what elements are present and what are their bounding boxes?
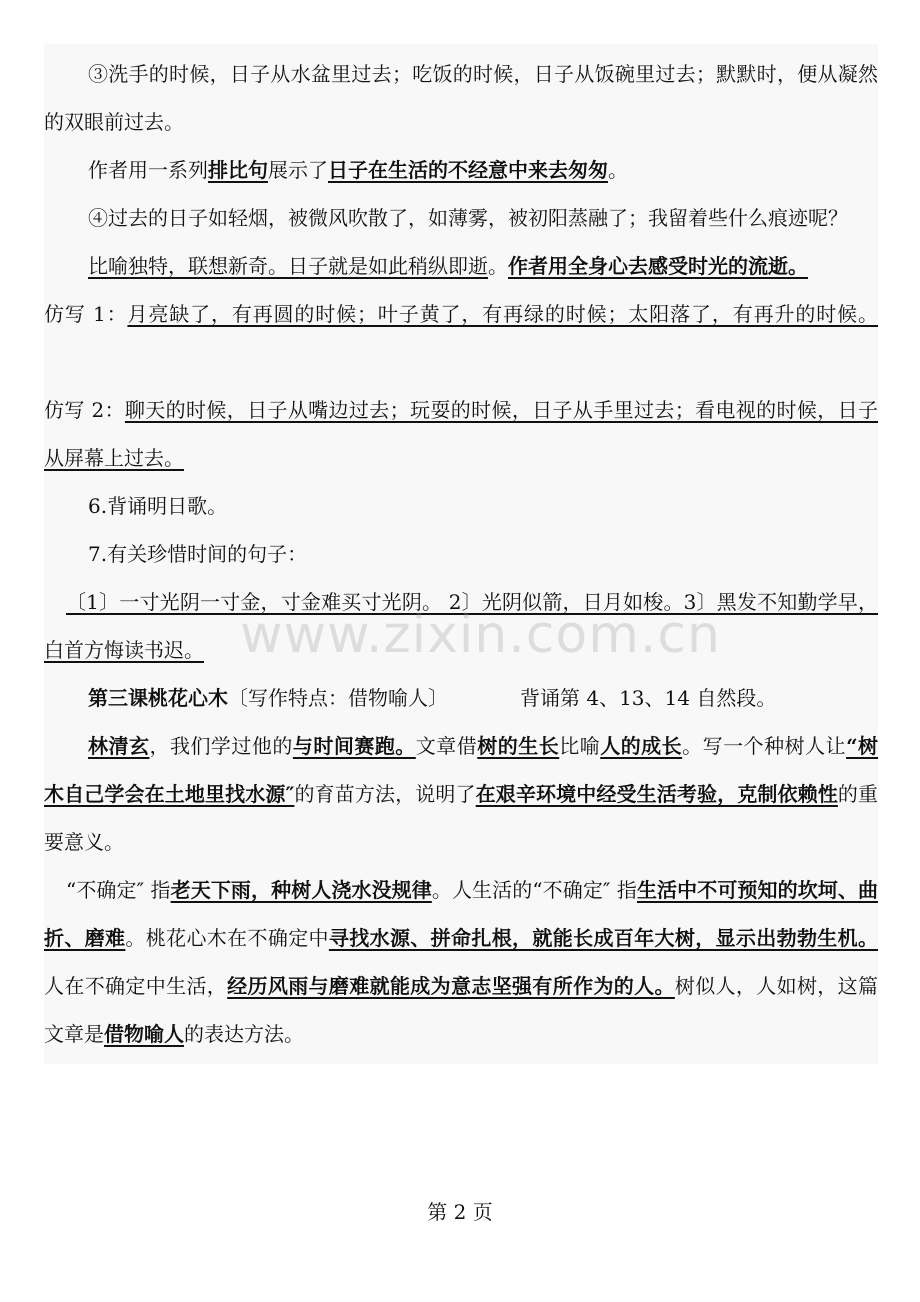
parallel-sentence-text: ③洗手的时候，日子从水盆里过去；吃饭的时候，日子从饭碗里过去；默默时，便从凝然的双眼前过去。 xyxy=(44,62,878,134)
answer-underlined: 寻找水源、拼命扎根，就能长成百年大树，显示出勃勃生机。 xyxy=(328,926,879,950)
analysis-text: 。人生活的“不确定″ 指 xyxy=(431,878,637,902)
summary-text: 比喻 xyxy=(559,734,601,758)
imitation-answer: 月亮缺了，有再圆的时候；叶子黄了，有再绿的时候；太阳落了，有再升的时候。 xyxy=(127,302,878,326)
metaphor-sentence-text: ④过去的日子如轻烟，被微风吹散了，如薄雾，被初阳蒸融了；我留着些什么痕迹呢？ xyxy=(88,206,848,230)
answer-underlined: 老天下雨，种树人浇水没规律 xyxy=(170,878,432,902)
watermark: www.zixin.com.cn xyxy=(240,605,721,665)
answer-underlined: 经历风雨与磨难就能成为意志坚强有所作为的人。 xyxy=(227,974,675,998)
paragraph-recite-item xyxy=(44,482,878,530)
analysis-text: 。桃花心木在不确定中 xyxy=(125,926,329,950)
answer-underlined: 作者用全身心去感受时光的流逝。 xyxy=(508,254,808,278)
paragraph-uncertainty-analysis xyxy=(44,866,878,1058)
lesson-title: 第三课桃花心木 xyxy=(88,686,228,710)
imitation-label: 仿写 1： xyxy=(44,302,128,326)
paragraph-metaphor-sentence xyxy=(44,194,878,242)
answer-underlined: 与时间赛跑。 xyxy=(292,734,416,758)
analysis-text: 人在不确定中生活， xyxy=(44,974,228,998)
paragraph-imitation-1 xyxy=(44,290,878,386)
paragraph-imitation-2 xyxy=(44,386,878,482)
quotes-answer: 〔1〕一寸光阴一寸金，寸金难买寸光阴。 2〕光阴似箭，日月如梭。3〕黑发不知勤学早，白首方悔读书迟。 xyxy=(44,590,878,662)
summary-text: 。写一个种树人让 xyxy=(682,734,847,758)
analysis-text: 作者用一系列 xyxy=(88,158,208,182)
answer-underlined: 日子在生活的不经意中来去匆匆 xyxy=(328,158,608,182)
page-number: 第 2 页 xyxy=(427,1200,493,1224)
answer-underlined: 在艰辛环境中经受生活考验，克制依赖性 xyxy=(475,782,838,806)
answer-underlined: 借物喻人 xyxy=(104,1022,184,1046)
answer-underlined: 排比句 xyxy=(208,158,268,182)
analysis-text: 树似人，人如树，这篇文章是 xyxy=(44,974,879,1046)
analysis-text: 。 xyxy=(608,158,628,182)
analysis-text: 展示了 xyxy=(268,158,328,182)
paragraph-parallel-sentence xyxy=(44,50,878,146)
paragraph-time-quotes xyxy=(44,578,878,674)
document-body xyxy=(44,44,878,1064)
analysis-text: 。 xyxy=(488,254,508,278)
paragraph-parallel-analysis xyxy=(44,146,878,194)
summary-text: 的重要意义。 xyxy=(44,782,879,854)
summary-text: 的育苗方法，说明了 xyxy=(294,782,476,806)
paragraph-lesson-three-heading xyxy=(44,674,878,722)
quotes-heading-text: 7.有关珍惜时间的句子： xyxy=(88,542,308,566)
paragraph-metaphor-analysis xyxy=(44,242,878,290)
analysis-text: 的表达方法。 xyxy=(184,1022,304,1046)
recite-text: 6.背诵明日歌。 xyxy=(88,494,228,518)
imitation-label: 仿写 2： xyxy=(44,398,125,422)
answer-underlined: “树木自己学会在土地里找水源″ xyxy=(44,734,879,806)
lesson-feature: 〔写作特点：借物喻人〕 xyxy=(228,686,448,710)
answer-underlined: 林清玄 xyxy=(88,734,150,758)
answer-underlined: 比喻独特，联想新奇。日子就是如此稍纵即逝 xyxy=(88,254,488,278)
summary-text: ，我们学过他的 xyxy=(149,734,293,758)
answer-underlined: 人的成长 xyxy=(600,734,683,758)
lesson-recite: 背诵第 4、13、14 自然段。 xyxy=(520,686,777,710)
analysis-text: “不确定″ 指 xyxy=(66,878,171,902)
paragraph-time-quotes-heading xyxy=(44,530,878,578)
summary-text: 文章借 xyxy=(415,734,478,758)
answer-underlined: 树的生长 xyxy=(477,734,560,758)
paragraph-lesson-three-summary xyxy=(44,722,878,866)
answer-underlined: 生活中不可预知的坎坷、曲折、磨难 xyxy=(44,878,878,950)
imitation-answer: 聊天的时候，日子从嘴边过去；玩耍的时候，日子从手里过去；看电视的时候，日子从屏幕上过去。 xyxy=(44,398,878,470)
